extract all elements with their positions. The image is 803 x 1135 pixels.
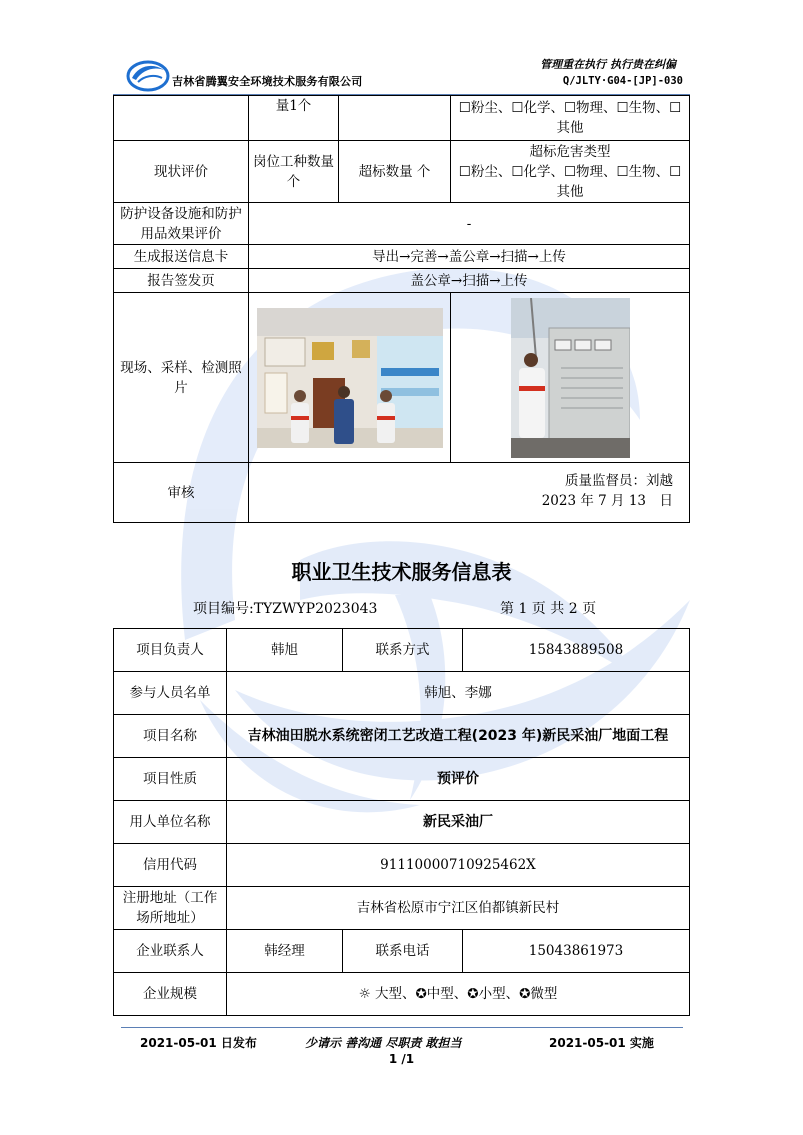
review-cell — [249, 463, 690, 523]
photos-label: 现场、采样、检测照片 — [114, 293, 249, 463]
office-photo — [257, 308, 443, 448]
company-name: 吉林省腾翼安全环境技术服务有限公司 — [172, 75, 363, 88]
contact-value: 15843889508 — [463, 629, 690, 672]
project-nature-value: 预评价 — [227, 758, 690, 801]
cell-empty — [114, 96, 249, 141]
site-photo — [511, 298, 630, 458]
hazard-type-title: 超标危害类型 — [529, 143, 611, 160]
photo-cell-left — [249, 293, 451, 463]
company-logo-icon — [126, 56, 170, 92]
protection-value: - — [249, 203, 690, 245]
footer-rule — [121, 1027, 683, 1028]
credit-code-label: 信用代码 — [114, 844, 227, 887]
info-card-label: 生成报送信息卡 — [114, 245, 249, 269]
project-name-value: 吉林油田脱水系统密闭工艺改造工程(2023 年)新民采油厂地面工程 — [227, 715, 690, 758]
footer-motto: 少请示 善沟通 尽职责 敢担当 — [305, 1036, 462, 1050]
status-eval-label: 现状评价 — [114, 141, 249, 203]
project-name-label: 项目名称 — [114, 715, 227, 758]
project-nature-label: 项目性质 — [114, 758, 227, 801]
implement-date: 2021-05-01 实施 — [549, 1036, 654, 1050]
header-motto: 管理重在执行 执行贵在纠偏 — [540, 58, 676, 71]
quality-supervisor: 质量监督员：刘越 — [565, 473, 673, 489]
cell-post-count-continued: 量1个 — [249, 96, 339, 141]
employer-label: 用人单位名称 — [114, 801, 227, 844]
hazard-type-cell — [451, 141, 690, 203]
cell-hazard-types-continued: ☐粉尘、☐化学、☐物理、☐生物、☐其他 — [451, 96, 690, 141]
photo-cell-right — [451, 293, 690, 463]
enterprise-scale-label: 企业规模 — [114, 973, 227, 1016]
phone-label: 联系电话 — [343, 930, 463, 973]
employer-value: 新民采油厂 — [227, 801, 690, 844]
phone-value: 15043861973 — [463, 930, 690, 973]
enterprise-scale-value: ☼ 大型、✪中型、✪小型、✪微型 — [227, 973, 690, 1016]
members-value: 韩旭、李娜 — [227, 672, 690, 715]
sign-page-value: 盖公章→扫描→上传 — [249, 269, 690, 293]
project-number: 项目编号:TYZWYP2023043 — [193, 601, 378, 617]
footer-page-number: 1 /1 — [388, 1052, 415, 1066]
cell-empty — [339, 96, 451, 141]
exceed-count-cell: 超标数量 个 — [339, 141, 451, 203]
hazard-type-options: ☐粉尘、☐化学、☐物理、☐生物、☐其他 — [458, 163, 682, 200]
review-date: 2023 年 7 月 13 日 — [541, 493, 673, 509]
protection-label: 防护设备设施和防护用品效果评价 — [114, 203, 249, 245]
page-indicator: 第 1 页 共 2 页 — [500, 601, 597, 617]
leader-label: 项目负责人 — [114, 629, 227, 672]
info-card-value: 导出→完善→盖公章→扫描→上传 — [249, 245, 690, 269]
members-label: 参与人员名单 — [114, 672, 227, 715]
review-label: 审核 — [114, 463, 249, 523]
address-label: 注册地址（工作场所地址） — [114, 887, 227, 930]
enterprise-contact-label: 企业联系人 — [114, 930, 227, 973]
address-value: 吉林省松原市宁江区伯都镇新民村 — [227, 887, 690, 930]
publish-date: 2021-05-01 日发布 — [140, 1036, 257, 1050]
document-code: Q/JLTY·G04-[JP]-030 — [562, 75, 683, 87]
evaluation-table — [113, 95, 690, 523]
page-title: 职业卫生技术服务信息表 — [291, 560, 512, 584]
sign-page-label: 报告签发页 — [114, 269, 249, 293]
leader-value: 韩旭 — [227, 629, 343, 672]
info-table — [113, 628, 690, 1016]
enterprise-contact-value: 韩经理 — [227, 930, 343, 973]
contact-label: 联系方式 — [343, 629, 463, 672]
post-count-cell: 岗位工种数量 个 — [249, 141, 339, 203]
credit-code-value: 91110000710925462X — [227, 844, 690, 887]
